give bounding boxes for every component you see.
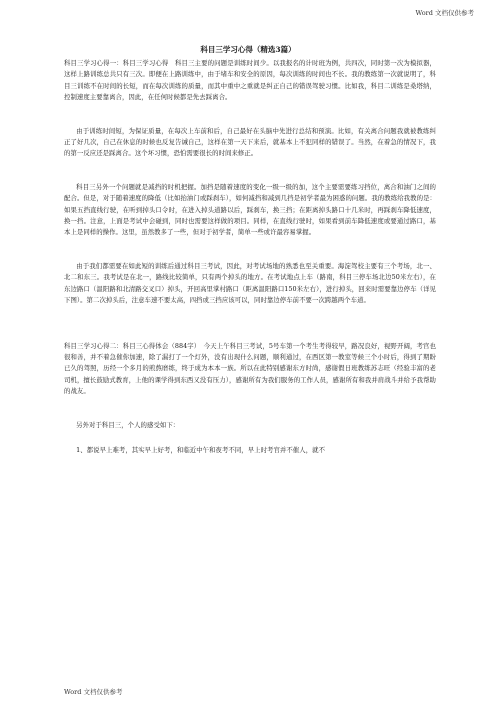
- document-body: [64, 58, 436, 456]
- paragraph-1: 科目三学习心得一：科目三学习心得 科目三主要的问题是训练时间少。以我报名的计时班为例，共四次，同时第一次为模拟器，这样上路训练总共只有三次。即便在上路训练中，由于堵车和安全的原因，每次训练的时间也不长。我的教练第一次就说明了，科目三训练不在时间的长短，而在每次训练的质量，而其中重中之重就是纠正自己的错误驾驶习惯。比如我，科目二训练是桑塔纳，控制速度主要靠离合，因此，在任何时候都是先去踩离合。: [64, 59, 436, 102]
- paragraph-6: 另外对于科目三，个人的感受如下：: [76, 420, 180, 429]
- paragraph-3: 科目三另外一个问题就是减挡的时机把握。加挡是随着速度的变化一级一级的加，这个主要需要练习挡位，离合和油门之间的配合。但是，对于随着速度的降低（比如抬油门或踩刹车），如何减挡和减到几挡是初学者最为困惑的问题。我的教练给我教的是：如果五挡直线行驶，在听到掉头口令时，在进入掉头道路以后，踩刹车，换三挡；在距离掉头路口十几米时，再踩刹车降低速度，换一挡。注意，上面是考试中会碰到，同时也需要这样做的项目。同样，在直线行驶时，如果看到前车降低速度或要通过路口，基本上是同样的操作。这里，虽然教多了一些，但对于初学者，简单一些或许最容易掌握。: [64, 182, 436, 237]
- paragraph-spacer: [64, 104, 436, 126]
- page-footer: Word 文档仅供参考: [64, 688, 123, 696]
- paragraph-spacer: [64, 398, 436, 420]
- document-title: 科目三学习心得（精选3篇）: [200, 45, 296, 54]
- paragraph-spacer: [64, 239, 436, 261]
- paragraph-spacer: [64, 431, 436, 445]
- paragraph-7: 1、都说早上难考，其实早上好考，和临近中午和夜考不同，早上时考官并不催人，就不: [76, 445, 326, 454]
- page-header: Word 文档仅供参考: [415, 9, 474, 17]
- paragraph-5: 科目三学习心得二：科目三心得体会（884字） 今天上午科目三考试，5号车第一个考生考得较早，路况良好，视野开阔，考官也很和善，并不着急催你加速，除了漏打了一个灯外，没有出现什么问题，顺利通过，在西区第一教室等候三个小时后，得到了期盼已久的驾照，历经一个多月的煎熬磨练，终于成为本本一族。所以在此特别感谢东方时尚，感谢假日班教练苏志旺（经验丰富的老司机，擅长鼓励式教育，上他的课学得到东西又没有压力），感谢所有为我们服务的工作人员，感谢所有和我并肩战斗并给予我帮助的战友。: [64, 341, 436, 396]
- paragraph-spacer: [64, 307, 436, 341]
- paragraph-2: 由于训练时间短，为保证质量，在每次上车前和后，自己最好在头脑中先进行总结和预演。比如，有关离合问题我就被教练纠正了好几次，自己在休息的时候也反复告诫自己，这样在第一天下来后，就基本上不犯同样的错误了。当然，在着急的情况下，我的第一反应还是踩离合。这个坏习惯，恐怕需要很长的时间来修正。: [64, 126, 436, 158]
- paragraph-spacer: [64, 160, 436, 182]
- paragraph-4: 由于我们都需要在如此短的训练后通过科目三考试，因此，对考试场地的熟悉也至关重要。海淀驾校主要有三个考场，北一、北二和东三。我考试是在北一，路线比较简单，只有两个掉头的地方。在考试地点上车（路南，科目三停车场北边50米左右），在东边路口（温阳路和北清路交叉口）掉头，开回高里掌村路口（距离温阳路口150米左右），进行掉头，回来时需要靠边停车（详见下图）。第二次掉头后，注意车速不要太高，四挡或三挡应该可以，同时靠边停车前不要一次跨越两个车道。: [64, 261, 436, 305]
